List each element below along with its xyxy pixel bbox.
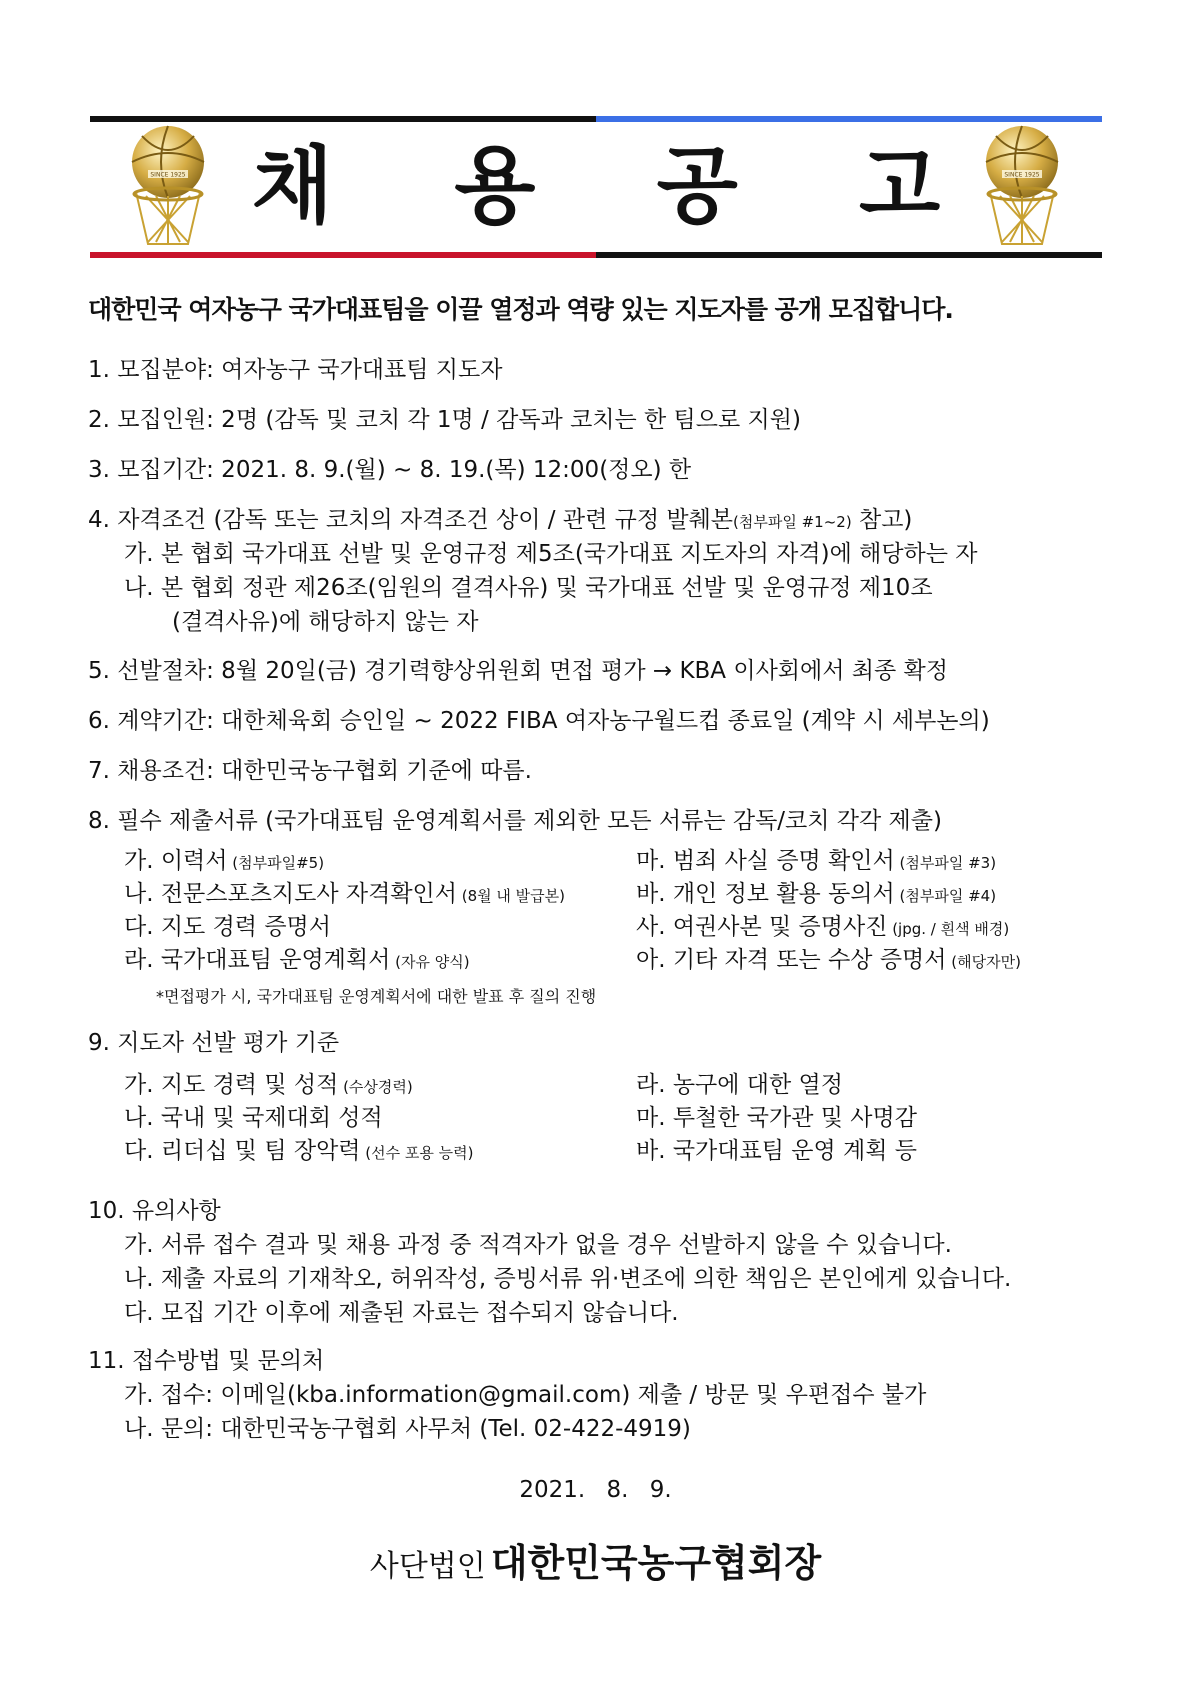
- criteria-note: (선수 포용 능력): [360, 1144, 474, 1162]
- item-8-heading: 8. 필수 제출서류 (국가대표팀 운영계획서를 제외한 모든 서류는 감독/코치 각각 제출): [88, 808, 942, 834]
- item-2: 2. 모집인원: 2명 (감독 및 코치 각 1명 / 감독과 코치는 한 팀으로 지원): [88, 407, 801, 433]
- doc-item: [124, 912, 331, 942]
- page-title: 채 용 공 고: [251, 137, 987, 235]
- doc-label: 나. 전문스포츠지도사 자격확인서: [124, 881, 457, 907]
- interview-note: *면접평가 시, 국가대표팀 운영계획서에 대한 발표 후 질의 진행: [156, 987, 597, 1006]
- criteria-label: 나. 국내 및 국제대회 성적: [124, 1105, 383, 1131]
- item-3: 3. 모집기간: 2021. 8. 9.(월) ~ 8. 19.(목) 12:00(정오) 한: [88, 457, 692, 483]
- criteria-note: (수상경력): [338, 1078, 413, 1096]
- notice-item: 가. 서류 접수 결과 및 채용 과정 중 적격자가 없을 경우 선발하지 않을 수 있습니다.: [124, 1232, 952, 1258]
- top-black-bar: [90, 116, 596, 122]
- criteria-label: 가. 지도 경력 및 성적: [124, 1072, 339, 1098]
- svg-text:SINCE 1925: SINCE 1925: [150, 171, 186, 179]
- doc-label: 라. 국가대표팀 운영계획서: [124, 947, 391, 973]
- doc-label: 아. 기타 자격 또는 수상 증명서: [636, 947, 947, 973]
- item-4-b-cont: (결격사유)에 해당하지 않는 자: [172, 609, 479, 635]
- doc-item: [636, 846, 996, 878]
- signature: [0, 1532, 1191, 1587]
- doc-item: [124, 945, 470, 977]
- item-4-heading-text: 4. 자격조건 (감독 또는 코치의 자격조건 상이 / 관련 규정 발췌본: [88, 507, 734, 533]
- signature-prefix: 사단법인: [369, 1549, 486, 1584]
- item-4-attachment-note: (첨부파일 #1~2): [733, 513, 852, 531]
- item-1: 1. 모집분야: 여자농구 국가대표팀 지도자: [88, 357, 503, 383]
- criteria-item: 마. 투철한 국가관 및 사명감: [636, 1105, 917, 1131]
- item-4-heading-tail: 참고): [851, 507, 913, 533]
- basketball-logo-icon: [972, 124, 1072, 250]
- doc-label: 다. 지도 경력 증명서: [124, 914, 331, 940]
- criteria-item: [124, 1103, 383, 1133]
- item-6: 6. 계약기간: 대한체육회 승인일 ~ 2022 FIBA 여자농구월드컵 종료일 (계약 시 세부논의): [88, 708, 990, 734]
- item-4-b: 나. 본 협회 정관 제26조(임원의 결격사유) 및 국가대표 선발 및 운영규정 제10조: [124, 575, 933, 601]
- doc-item: [636, 879, 996, 911]
- item-10-heading: 10. 유의사항: [88, 1198, 221, 1224]
- doc-label: 사. 여권사본 및 증명사진: [636, 914, 888, 940]
- lead-sentence: 대한민국 여자농구 국가대표팀을 이끌 열정과 역량 있는 지도자를 공개 모집합니다.: [88, 295, 953, 324]
- doc-note: (자유 양식): [390, 953, 470, 971]
- criteria-item: 바. 국가대표팀 운영 계획 등: [636, 1138, 917, 1164]
- doc-note: (8월 내 발급본): [457, 887, 566, 905]
- doc-note: (첨부파일#5): [227, 854, 325, 872]
- contact-email: 가. 접수: 이메일(kba.information@gmail.com) 제출 / 방문 및 우편접수 불가: [124, 1382, 927, 1408]
- criteria-item: 라. 농구에 대한 열정: [636, 1072, 843, 1098]
- item-7: 7. 채용조건: 대한민국농구협회 기준에 따름.: [88, 758, 532, 784]
- notice-item: 다. 모집 기간 이후에 제출된 자료는 접수되지 않습니다.: [124, 1300, 679, 1326]
- item-4-heading: [88, 505, 912, 537]
- item-9-heading: 9. 지도자 선발 평가 기준: [88, 1030, 340, 1056]
- contact-phone: 나. 문의: 대한민국농구협회 사무처 (Tel. 02-422-4919): [124, 1416, 691, 1442]
- doc-item: [124, 846, 324, 878]
- doc-label: 바. 개인 정보 활용 동의서: [636, 881, 895, 907]
- doc-item: [124, 879, 565, 911]
- doc-label: 가. 이력서: [124, 848, 228, 874]
- doc-note: (첨부파일 #3): [894, 854, 997, 872]
- doc-item: [636, 945, 1021, 977]
- criteria-item: [124, 1136, 473, 1168]
- criteria-item: [124, 1070, 413, 1102]
- notice-item: 나. 제출 자료의 기재착오, 허위작성, 증빙서류 위·변조에 의한 책임은 본인에게 있습니다.: [124, 1266, 1012, 1292]
- signature-organization: 대한민국농구협회장: [490, 1541, 822, 1585]
- doc-item: [636, 912, 1009, 944]
- criteria-label: 다. 리더십 및 팀 장악력: [124, 1138, 361, 1164]
- top-blue-bar: [596, 116, 1102, 122]
- bottom-red-bar: [90, 252, 596, 258]
- item-4-a: 가. 본 협회 국가대표 선발 및 운영규정 제5조(국가대표 지도자의 자격)에 해당하는 자: [124, 541, 978, 567]
- doc-note: (jpg. / 흰색 배경): [887, 920, 1010, 938]
- item-5: 5. 선발절차: 8월 20일(금) 경기력향상위원회 면접 평가 → KBA 이사회에서 최종 확정: [88, 658, 948, 684]
- bottom-black-bar: [596, 252, 1102, 258]
- doc-note: (첨부파일 #4): [894, 887, 997, 905]
- doc-note: (해당자만): [946, 953, 1021, 971]
- header: [90, 116, 1102, 258]
- item-11-heading: 11. 접수방법 및 문의처: [88, 1348, 325, 1374]
- doc-label: 마. 범죄 사실 증명 확인서: [636, 848, 895, 874]
- svg-text:SINCE 1925: SINCE 1925: [1004, 171, 1040, 179]
- notice-date: 2021. 8. 9.: [519, 1477, 672, 1503]
